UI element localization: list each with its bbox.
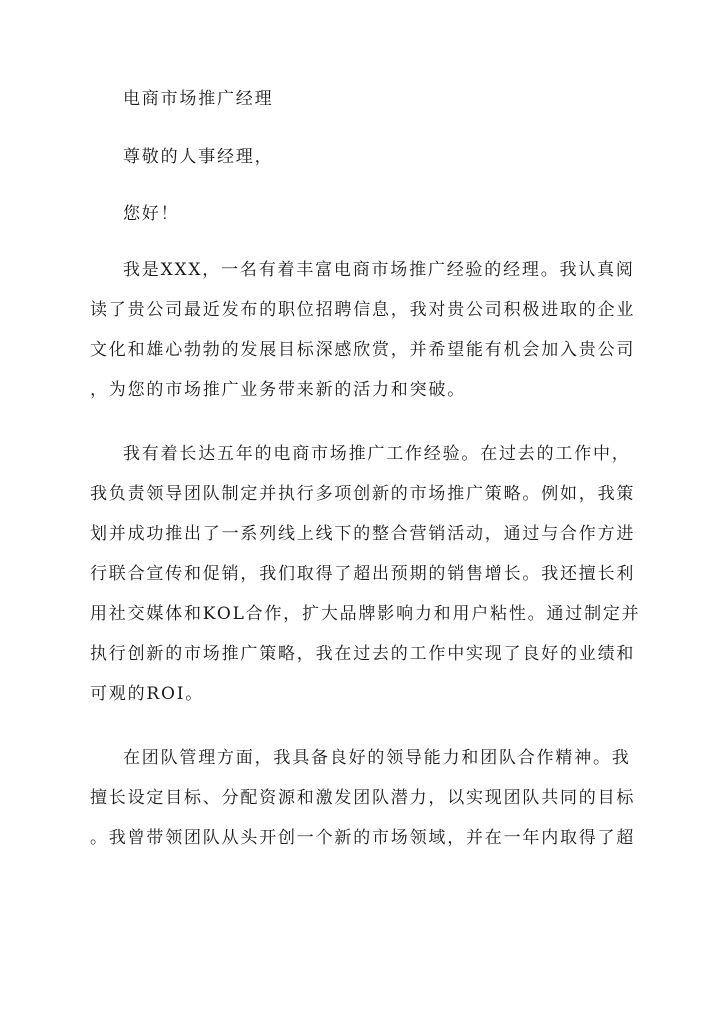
paragraph-line: 我有着长达五年的电商市场推广工作经验。在过去的工作中， (123, 444, 631, 464)
paragraph-line: 文化和雄心勃勃的发展目标深感欣赏，并希望能有机会加入贵公司 (90, 340, 636, 360)
paragraph-line: 擅长设定目标、分配资源和激发团队潜力，以实现团队共同的目标 (90, 788, 636, 808)
paragraph-line: 划并成功推出了一系列线上线下的整合营销活动，通过与合作方进 (90, 524, 636, 544)
paragraph-line: 读了贵公司最近发布的职位招聘信息，我对贵公司积极进取的企业 (90, 300, 636, 320)
greeting: 您好！ (123, 204, 180, 224)
paragraph-line: 行联合宣传和促销，我们取得了超出预期的销售增长。我还擅长利 (90, 564, 636, 584)
paragraph-line: 。我曾带领团队从头开创一个新的市场领域，并在一年内取得了超 (90, 828, 636, 848)
paragraph-line: 在团队管理方面，我具备良好的领导能力和团队合作精神。我 (123, 748, 631, 768)
paragraph-line: 执行创新的市场推广策略，我在过去的工作中实现了良好的业绩和 (90, 644, 636, 664)
paragraph-line: 我是XXX，一名有着丰富电商市场推广经验的经理。我认真阅 (123, 260, 635, 280)
salutation: 尊敬的人事经理， (123, 147, 274, 167)
paragraph-line: ，为您的市场推广业务带来新的活力和突破。 (90, 380, 466, 400)
paragraph-line: 可观的ROI。 (90, 684, 205, 704)
paragraph-line: 我负责领导团队制定并执行多项创新的市场推广策略。例如，我策 (90, 484, 636, 504)
paragraph-line: 用社交媒体和KOL合作，扩大品牌影响力和用户粘性。通过制定并 (90, 604, 641, 624)
document-title: 电商市场推广经理 (123, 89, 274, 109)
